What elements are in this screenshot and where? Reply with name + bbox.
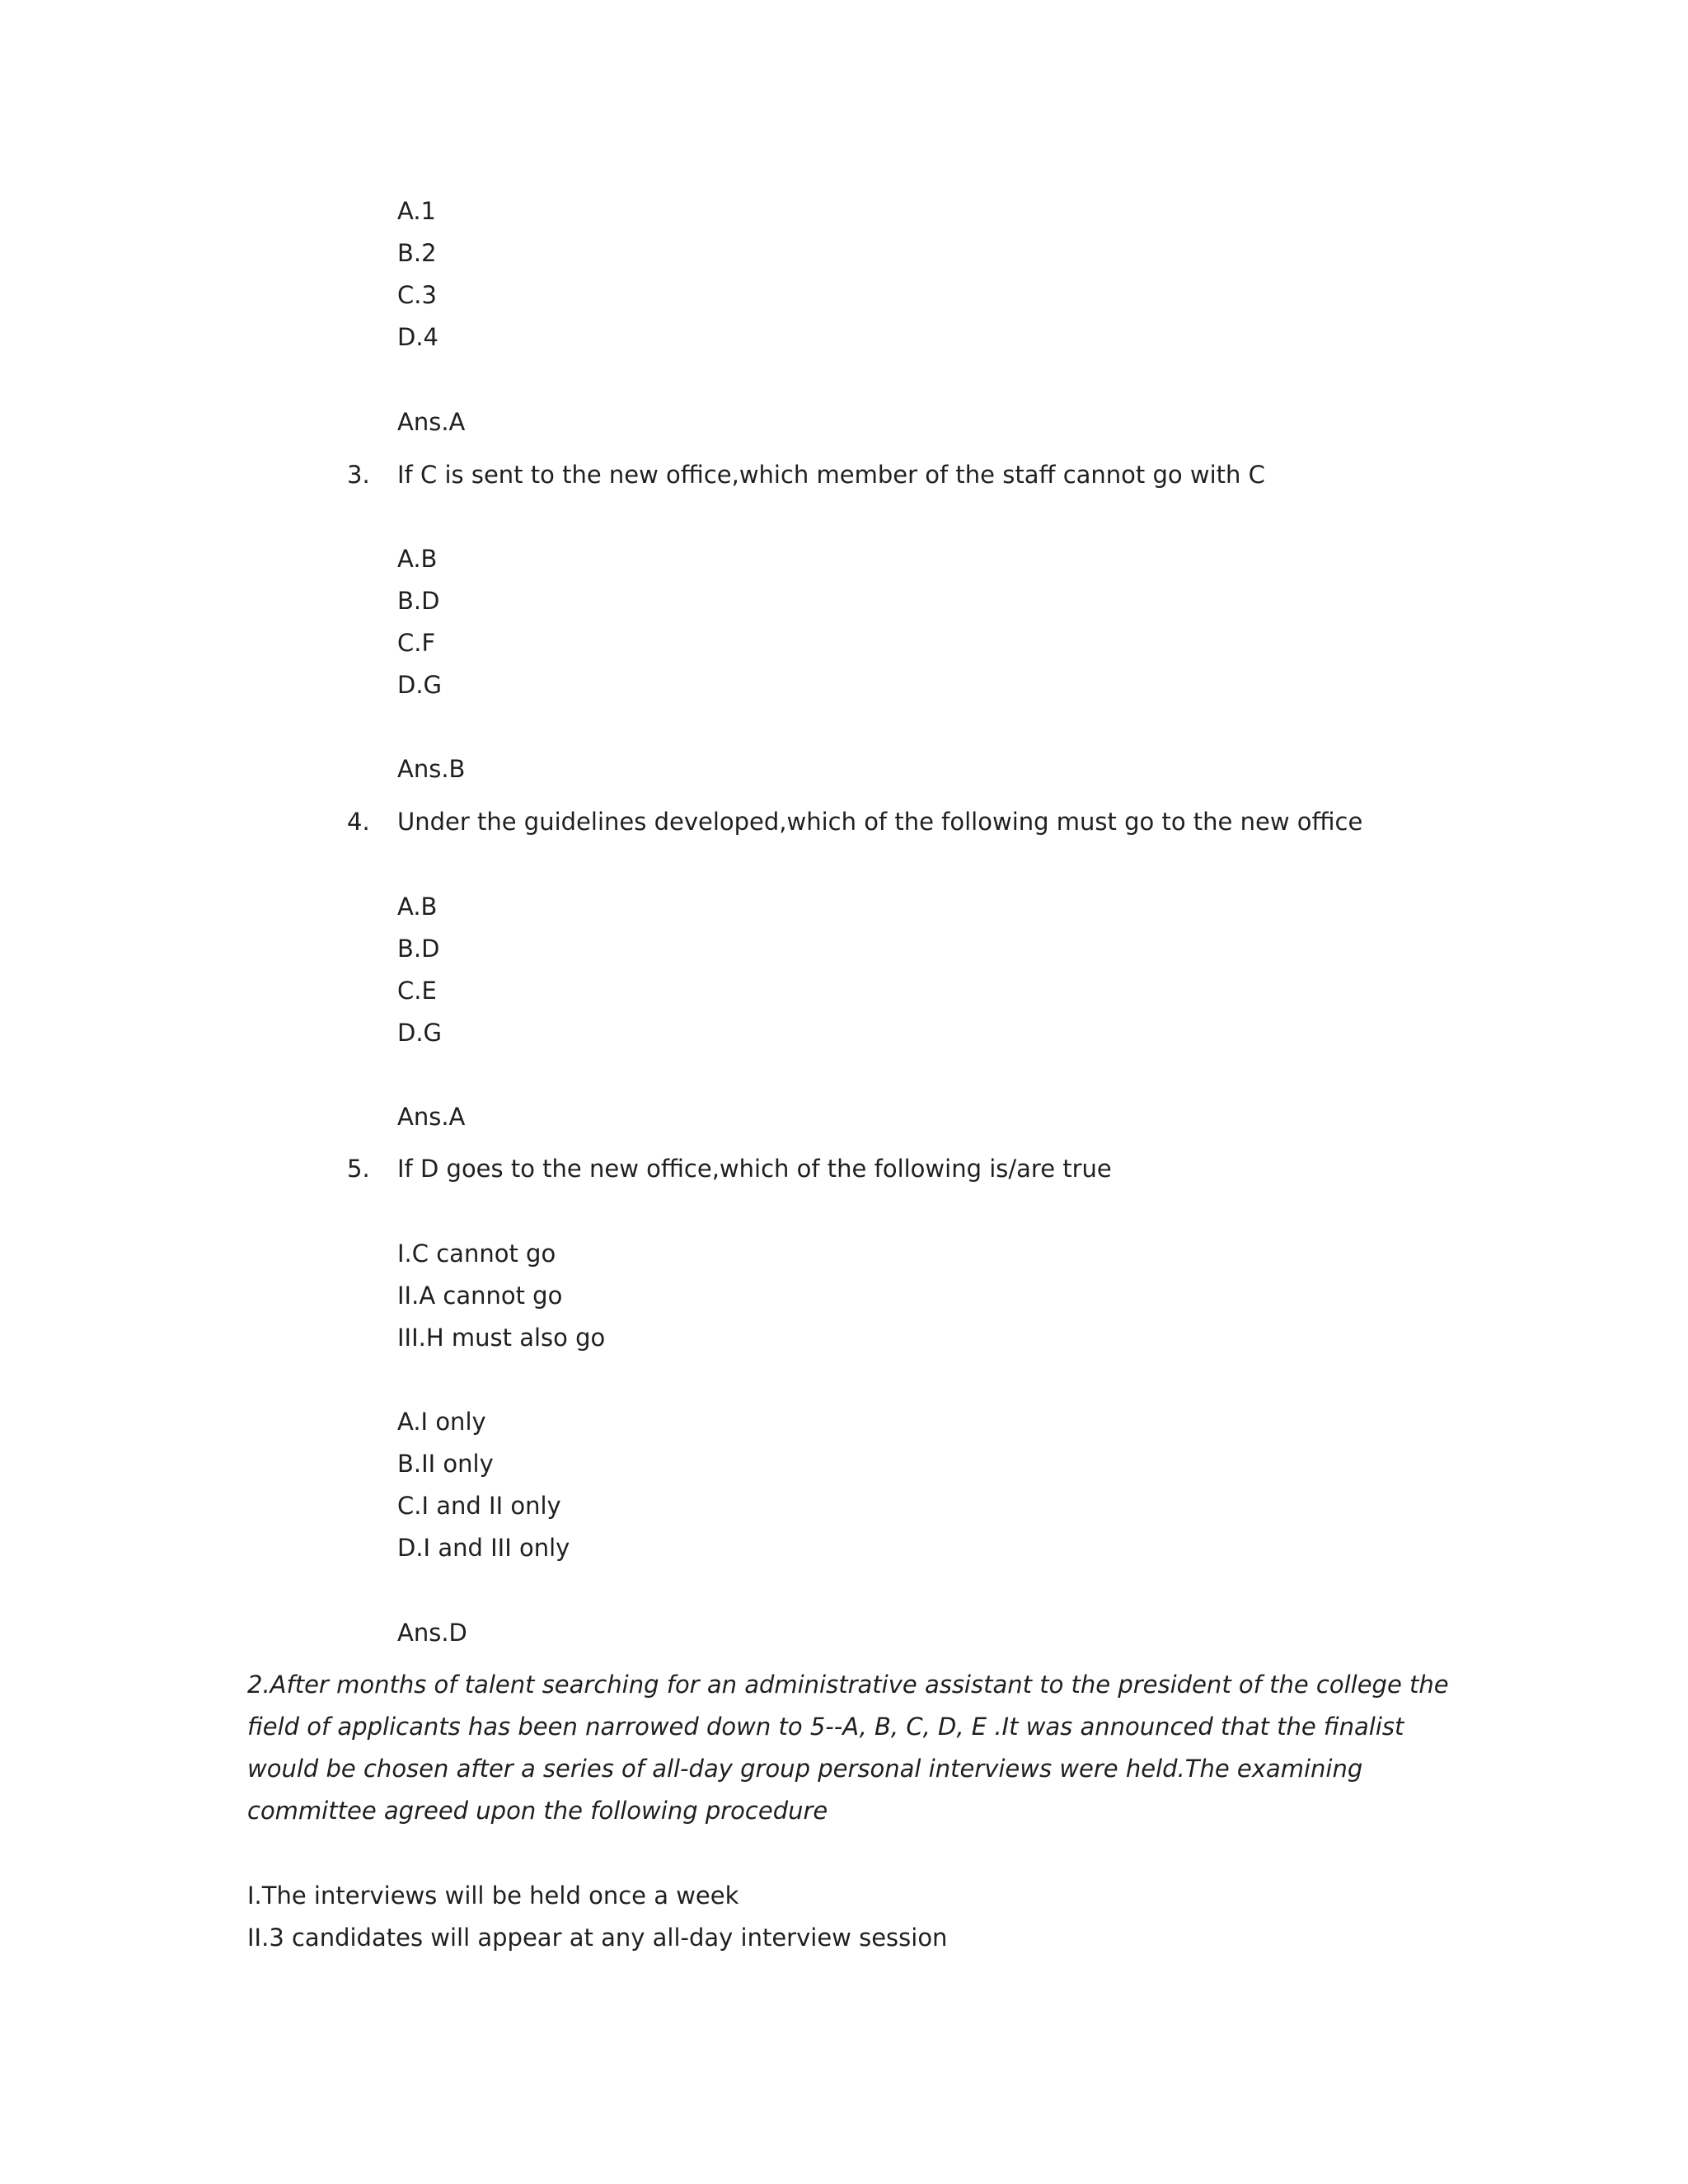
option-item: C.I and II only xyxy=(397,1492,561,1520)
question-text: If D goes to the new office,which of the following is/are true xyxy=(397,1155,1112,1183)
option-item: B.II only xyxy=(397,1450,494,1478)
passage-line: 2.After months of talent searching for an administrative assistant to the president of the college the xyxy=(247,1671,1449,1699)
option-item: A.B xyxy=(397,893,438,921)
answer-text: Ans.A xyxy=(397,1103,466,1131)
option-item: D.I and III only xyxy=(397,1534,570,1562)
question-number: 4. xyxy=(347,808,370,836)
passage-line: field of applicants has been narrowed down to 5--A, B, C, D, E .It was announced that the finalist xyxy=(247,1713,1404,1741)
option-item: C.F xyxy=(397,629,436,657)
statement-item: III.H must also go xyxy=(397,1324,606,1352)
question-number: 5. xyxy=(347,1155,370,1183)
option-item: D.G xyxy=(397,671,443,699)
option-item: C.E xyxy=(397,977,437,1005)
answer-text: Ans.B xyxy=(397,755,466,783)
rule-item: I.The interviews will be held once a week xyxy=(247,1882,739,1910)
option-item: B.2 xyxy=(397,239,437,267)
option-item: D.4 xyxy=(397,323,438,351)
question-text: Under the guidelines developed,which of the following must go to the new office xyxy=(397,808,1363,836)
option-item: D.G xyxy=(397,1019,443,1047)
option-item: A.I only xyxy=(397,1408,486,1436)
statement-item: I.C cannot go xyxy=(397,1240,556,1268)
statement-item: II.A cannot go xyxy=(397,1282,563,1310)
option-item: A.1 xyxy=(397,197,436,225)
option-item: C.3 xyxy=(397,281,437,309)
option-item: B.D xyxy=(397,935,440,963)
question-number: 3. xyxy=(347,461,370,489)
passage-line: would be chosen after a series of all-day group personal interviews were held.The examining xyxy=(247,1755,1363,1783)
option-item: A.B xyxy=(397,545,438,573)
answer-text: Ans.D xyxy=(397,1619,467,1647)
rule-item: II.3 candidates will appear at any all-day interview session xyxy=(247,1924,948,1952)
question-text: If C is sent to the new office,which member of the staff cannot go with C xyxy=(397,461,1265,489)
answer-text: Ans.A xyxy=(397,408,466,436)
passage-line: committee agreed upon the following procedure xyxy=(247,1797,828,1825)
option-item: B.D xyxy=(397,587,440,615)
